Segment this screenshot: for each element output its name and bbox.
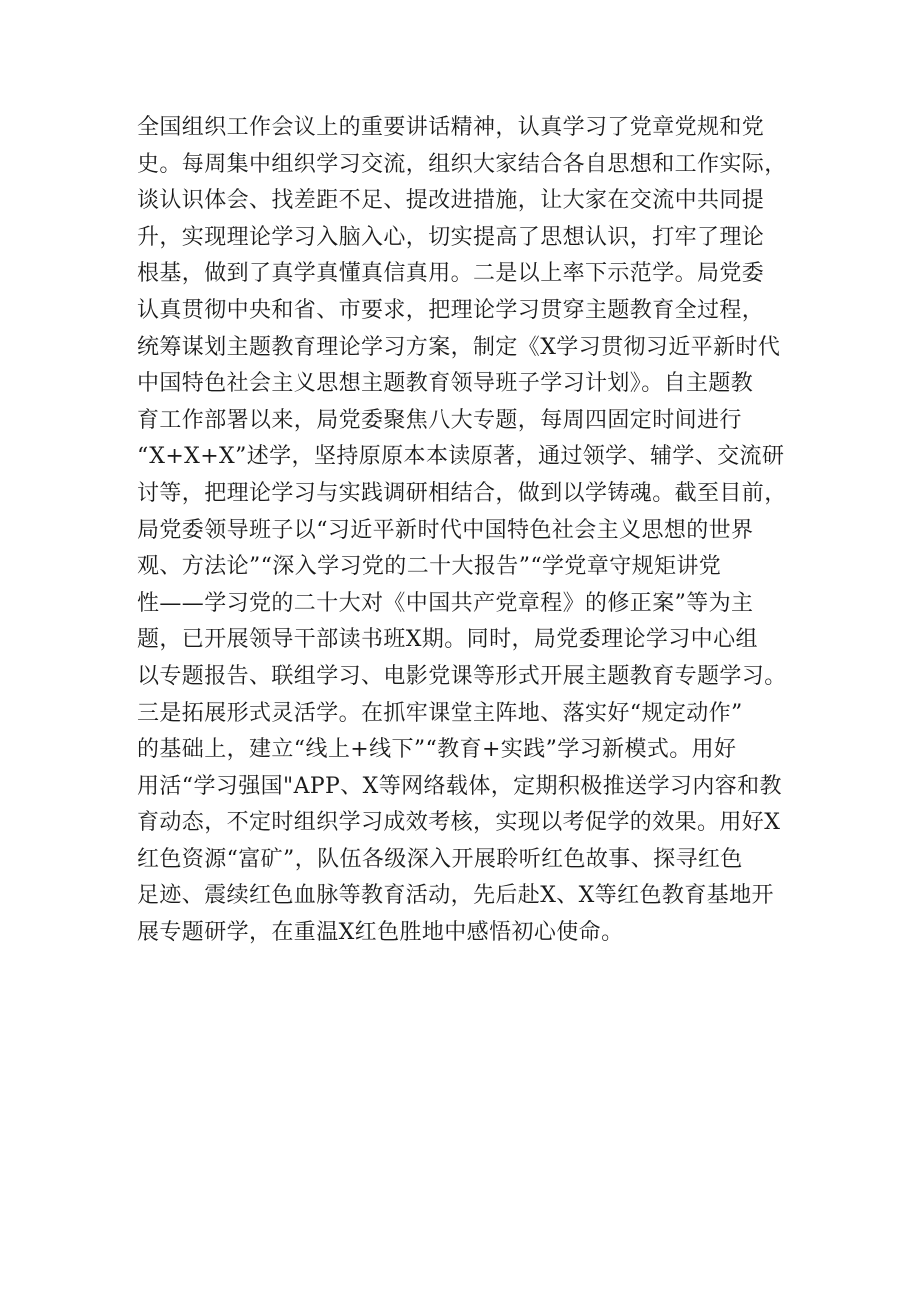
text-line: 全国组织工作会议上的重要讲话精神，认真学习了党章党规和党 [137, 115, 765, 140]
text-line: 三是拓展形式灵活学。在抓牢课堂主阵地、落实好“规定动作” [137, 700, 743, 726]
text-line: 性——学习党的二十大对《中国共产党章程》的修正案”等为主 [137, 590, 754, 616]
text-line: 认真贯彻中央和省、市要求，把理论学习贯穿主题教育全过程， [137, 297, 765, 323]
text-line: 中国特色社会主义思想主题教育领导班子学习计划》。自主题教 [137, 371, 754, 397]
text-line: 谈认识体会、找差距不足、提改进措施，让大家在交流中共同提 [137, 188, 765, 214]
text-line: 育工作部署以来，局党委聚焦八大专题，每周四固定时间进行 [137, 407, 742, 433]
text-line: 题，已开展领导干部读书班X期。同时，局党委理论学习中心组 [137, 627, 758, 653]
text-line: 根基，做到了真学真懂真信真用。二是以上率下示范学。局党委 [137, 261, 765, 287]
text-line: 育动态，不定时组织学习成效考核，实现以考促学的效果。用好X [137, 810, 781, 836]
text-line: 的基础上，建立“线上+线下”“教育+实践”学习新模式。用好 [137, 737, 737, 763]
text-line: 统筹谋划主题教育理论学习方案，制定《X学习贯彻习近平新时代 [137, 334, 781, 360]
text-line: 局党委领导班子以“习近平新时代中国特色社会主义思想的世界 [137, 517, 754, 543]
text-line: “X+X+X”述学，坚持原原本本读原著，通过领学、辅学、交流研 [137, 444, 785, 470]
body-paragraph [137, 110, 807, 952]
text-line: 足迹、震续红色血脉等教育活动，先后赴X、X等红色教育基地开 [137, 883, 774, 909]
text-line: 以专题报告、联组学习、电影党课等形式开展主题教育专题学习。 [137, 663, 787, 689]
text-line: 用活“学习强国"APP、X等网络载体，定期积极推送学习内容和教 [137, 773, 782, 799]
text-line: 观、方法论”“深入学习党的二十大报告”“学党章守规矩讲党 [137, 554, 722, 580]
text-line: 升，实现理论学习入脑入心，切实提高了思想认识，打牢了理论 [137, 224, 765, 250]
text-line: 史。每周集中组织学习交流，组织大家结合各自思想和工作实际， [137, 151, 787, 177]
text-line: 红色资源“富矿”，队伍各级深入开展聆听红色故事、探寻红色 [137, 846, 743, 872]
text-line: 展专题研学，在重温X红色胜地中感悟初心使命。 [137, 920, 624, 946]
text-line: 讨等，把理论学习与实践调研相结合，做到以学铸魂。截至目前， [137, 480, 787, 506]
